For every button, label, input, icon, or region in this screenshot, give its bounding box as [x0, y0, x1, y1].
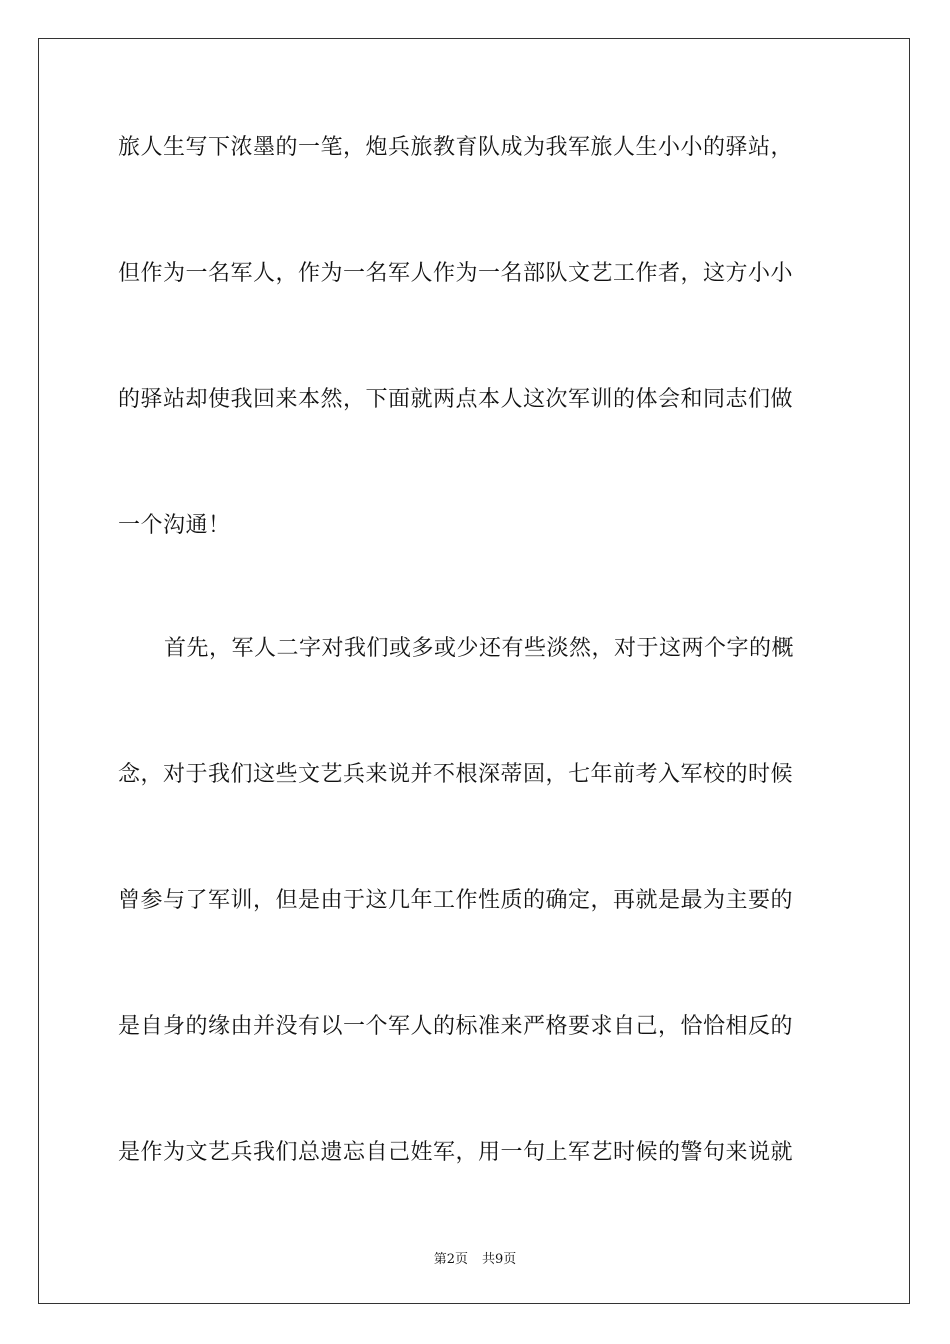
- text-line: 曾参与了军训，但是由于这几年工作性质的确定，再就是最为主要的: [118, 888, 794, 913]
- paragraph-first-line: 首先，军人二字对我们或多或少还有些淡然，对于这两个字的概: [164, 636, 795, 661]
- text-line: 念，对于我们这些文艺兵来说并不根深蒂固，七年前考入军校的时候: [118, 762, 794, 787]
- text-line: 旅人生写下浓墨的一笔，炮兵旅教育队成为我军旅人生小小的驿站，: [118, 135, 794, 160]
- text-line: 是自身的缘由并没有以一个军人的标准来严格要求自己，恰恰相反的: [118, 1014, 794, 1039]
- page-number: 第2页: [433, 1252, 468, 1267]
- page-footer: [0, 1248, 950, 1267]
- page-border: [38, 38, 910, 1304]
- page-total: 共9页: [482, 1252, 517, 1267]
- text-line: 的驿站却使我回来本然，下面就两点本人这次军训的体会和同志们做: [118, 387, 794, 412]
- text-line: 是作为文艺兵我们总遗忘自己姓军，用一句上军艺时候的警句来说就: [118, 1140, 794, 1165]
- text-line: 但作为一名军人，作为一名军人作为一名部队文艺工作者，这方小小: [118, 261, 794, 286]
- text-line: 一个沟通！: [118, 513, 231, 538]
